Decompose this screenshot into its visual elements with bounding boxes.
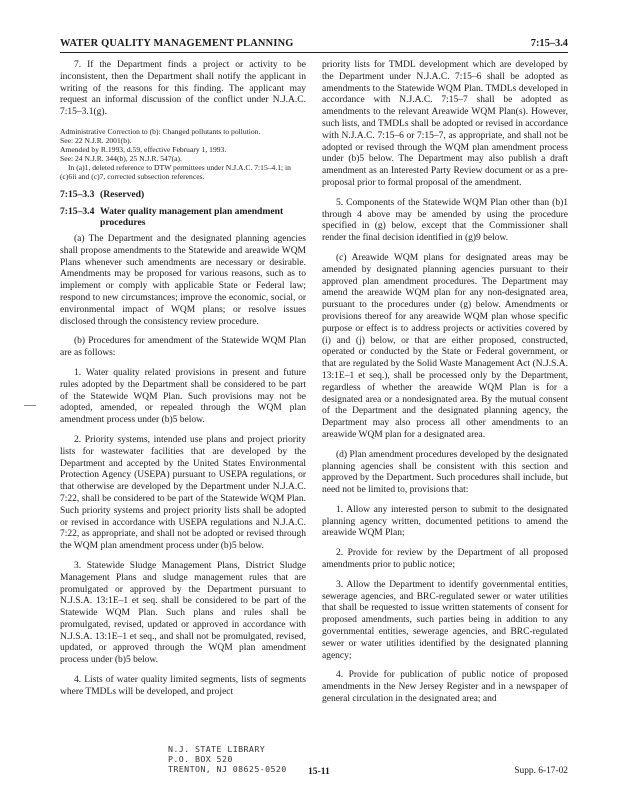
note-line: Administrative Correction to (b): Changed pollutants to pollution. (60, 126, 261, 136)
right-column (322, 60, 568, 714)
item-b3: 3. Statewide Sludge Management Plans, District Sludge Management Plans and sludge management rules that are promulgated or approved by the Department pursuant to N.J.S.A. 13:1E–1 et seq. shall be considered to be part of the Statewide WQM Plan. Such plans and rules shall be promulgated, revised, updated or approved in accordance with N.J.S.A. 13:1E–1 et seq., and shall not be promulgated, revised, updated, or approved through the WQM plan amendment process under (b)5 below. (60, 560, 306, 666)
subsection-c: (c) Areawide WQM plans for designated areas may be amended by designated planning agencies pursuant to their approved plan amendment procedures. The Department may amend the areawide WQM plan for any non-designated area, pursuant to the procedures under (g) below. Amendments or provisions thereof for any areawide WQM plan whose specific purpose or effect is to address projects or activities covered by (i) and (j) below, or that are either proposed, constructed, operated or conducted by the State or Federal government, or that are regulated by the Solid Waste Management Act (N.J.S.A. 13:1E–1 et seq.), shall be processed only by the Department, regardless of whether the areawide WQM Plan is for a designated area or a nondesignated area. By the mutual consent of the Department and the designated planning agency, the Department may also process all other amendments to an areawide WQM plan for a designated area. (322, 252, 568, 440)
section-title: (Reserved) (100, 188, 145, 200)
item-b4-continued: priority lists for TMDL development which are developed by the Department under N.J.A.C. 7:15–6 shall be adopted as amendments to the Statewide WQM Plan. TMDLs developed in accordance with N.J.A.C. 7:15–7 shall be adopted as amendments to the relevant Areawide WQM Plan(s). However, such lists, and TMDLs shall be adopted or revised in accordance with N.J.A.C. 7:15–6 or 7:15–7, as appropriate, and shall not be adopted or revised through the WQM plan amendment process under (b)5 below. The Department may also publish a draft amendment as an Interested Party Review document or as a pre-proposal prior to formal proposal of the amendment. (322, 60, 568, 188)
note-line: Amended by R.1993, d.59, effective February 1, 1993. (60, 144, 227, 154)
section-title: Water quality management plan amendment (100, 205, 284, 217)
item-d1: 1. Allow any interested person to submit to the designated planning agency written, documented petitions to amend the areawide WQM Plan; (322, 504, 568, 539)
note-line: See: 22 N.J.R. 2001(b). (60, 135, 132, 145)
item-d2: 2. Provide for review by the Department of all proposed amendments prior to public notice; (322, 548, 568, 571)
section-heading-3-4 (60, 206, 306, 228)
item-b1: 1. Water quality related provisions in present and future rules adopted by the Department shall be considered to be part of the Statewide WQM Plan. Such provisions may not be adopted, amended, or repealed through the WQM plan amendment process under (b)5 below. (60, 367, 306, 426)
item-d3: 3. Allow the Department to identify governmental entities, sewerage agencies, and BRC-regulated sewer or water utilities that shall be requested to issue written statements of consent for proposed amendments, such parties being in addition to any governmental entities, sewerage agencies, and BRC-regulated sewer or water utilities identified by the designated planning agency; (322, 579, 568, 661)
section-heading-3-3 (60, 189, 306, 200)
header-section: 7:15–3.4 (530, 38, 568, 49)
page-number: 15-11 (308, 766, 330, 777)
item-b5: 5. Components of the Statewide WQM Plan other than (b)1 through 4 above may be amended by using the procedure specified in (g) below, except that the Commissioner shall render the final decision identified in (g)9 below. (322, 197, 568, 244)
note-line: See: 24 N.J.R. 344(b), 25 N.J.R. 547(a). (60, 153, 182, 163)
section-number: 7:15–3.4 (60, 205, 95, 217)
item-d4: 4. Provide for publication of public notice of proposed amendments in the New Jersey Register and in a newspaper of general circulation in the designated area; and (322, 670, 568, 705)
stamp-line: TRENTON, NJ 08625-0520 (168, 764, 287, 774)
history-notes (60, 127, 306, 181)
note-line: In (a)1, deleted reference to DTW permittees under N.J.A.C. 7:15–4.1; in (c)6ii and (c)7, corrected subsection references. (60, 162, 291, 181)
running-header (60, 36, 568, 53)
subsection-a: (a) The Department and the designated planning agencies shall propose amendments to the Statewide and areawide WQM Plans whenever such amendments are necessary or desirable. Amendments may be proposed for various reasons, such as to implement or comply with applicable State or Federal law; respond to new circumstances; improve the economic, social, or environmental impact of WQM plans; or resolve issues disclosed through the consistency review procedure. (60, 233, 306, 327)
section-number: 7:15–3.3 (60, 188, 95, 200)
subsection-d: (d) Plan amendment procedures developed by the designated planning agencies shall be consistent with this section and approved by the Department. Such procedures shall include, but need not be limited to, provisions that: (322, 449, 568, 496)
supplement-date: Supp. 6-17-02 (514, 766, 568, 776)
paragraph-7: 7. If the Department finds a project or activity to be inconsistent, then the Department shall notify the applicant in writing of the reasons for this finding. The applicant may request an informal discussion of the conflict under N.J.A.C. 7:15–3.1(g). (60, 60, 306, 118)
item-b2: 2. Priority systems, intended use plans and project priority lists for wastewater facilities that are developed by the Department and accepted by the United States Environmental Protection Agency (USEPA) pursuant to USEPA regulations, or that otherwise are developed by the Department under N.J.A.C. 7:22, shall be considered to be part of the Statewide WQM Plan. Such priority systems and project priority lists shall be adopted or revised in accordance with USEPA regulations and N.J.A.C. 7:22, as appropriate, and shall not be adopted or revised through the WQM plan amendment process under (b)5 below. (60, 434, 306, 552)
library-stamp (168, 744, 287, 774)
header-title: WATER QUALITY MANAGEMENT PLANNING (60, 38, 294, 49)
section-title-cont: procedures (100, 216, 146, 228)
subsection-b: (b) Procedures for amendment of the Statewide WQM Plan are as follows: (60, 336, 306, 359)
margin-mark (24, 405, 36, 406)
stamp-line: N.J. STATE LIBRARY (168, 744, 266, 754)
left-column (60, 60, 306, 707)
stamp-line: P.O. BOX 520 (168, 754, 233, 764)
item-b4: 4. Lists of water quality limited segments, lists of segments where TMDLs will be developed, and project (60, 675, 306, 697)
